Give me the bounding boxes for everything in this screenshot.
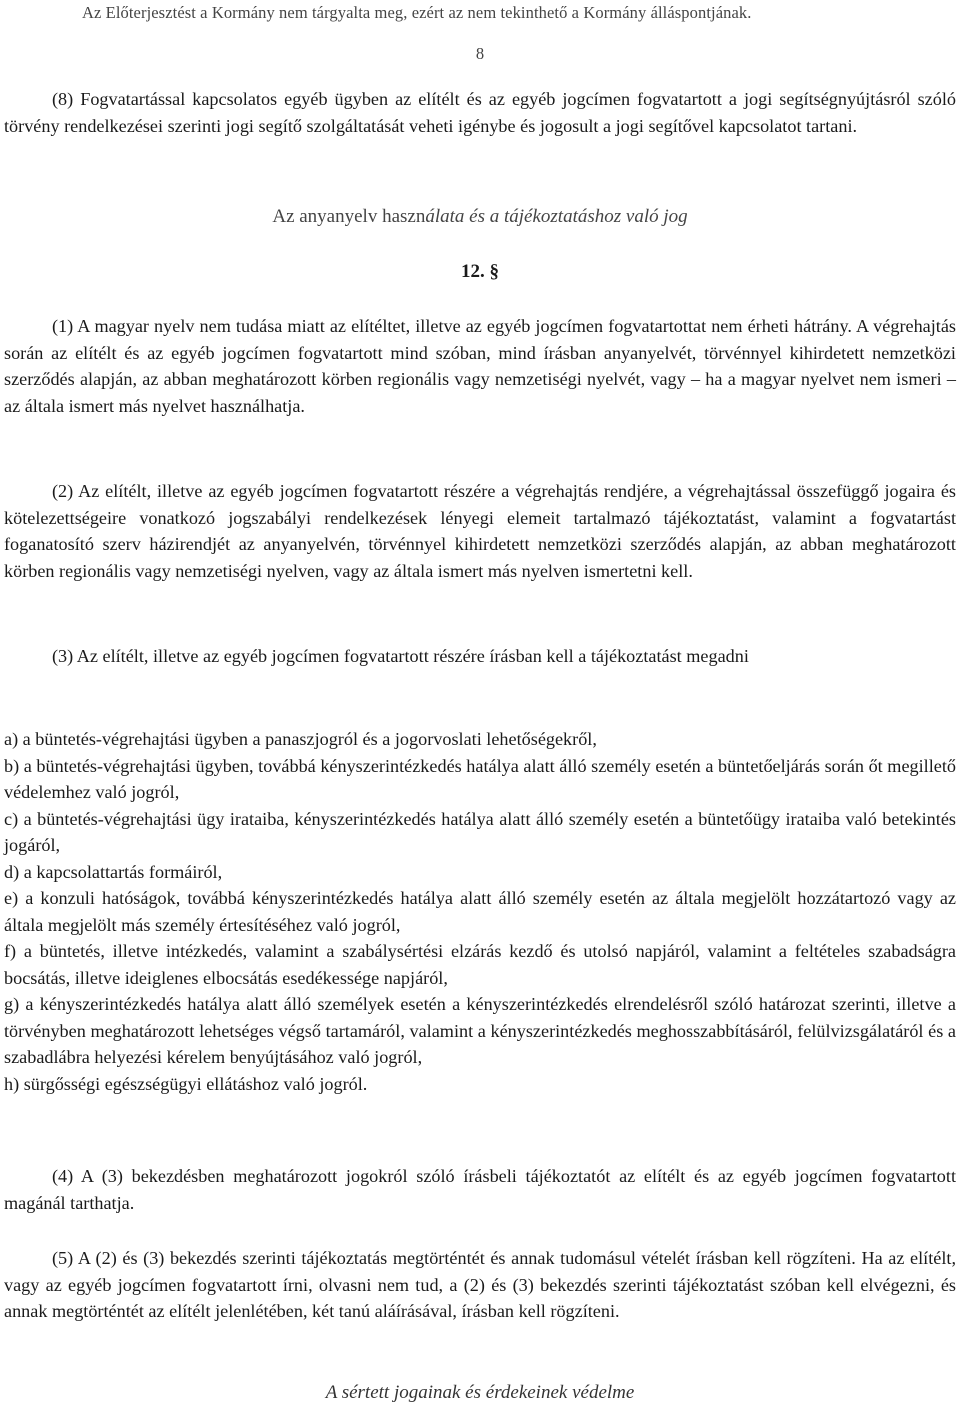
- paragraph-4-text: (4) A (3) bekezdésben meghatározott jogokról szóló írásbeli tájékoztatót az elítélt és az egyéb jogcímen fogvatartott magánál tarthatja.: [4, 1166, 956, 1213]
- footer-section-title: A sértett jogainak és érdekeinek védelme: [325, 1382, 635, 1403]
- paragraph-3-intro: [4, 643, 956, 670]
- paragraph-1-text: (1) A magyar nyelv nem tudása miatt az elítéltet, illetve az egyéb jogcímen fogvatartottat nem érheti hátrány. A végrehajtás során az elítélt és az egyéb jogcímen fogvatartott mind szóban, mind írásban anyanyelvét, törvénnyel kihirdetett nemzetközi szerződés alapján, az abban meghatározott körben regionális vagy nemzetiségi nyelvét, vagy – ha a magyar nyelvet nem ismeri – az általa ismert más nyelvet használhatja.: [4, 316, 956, 416]
- list-item: a) a büntetés-végrehajtási ügyben a panaszjogról és a jogorvoslati lehetőségekről,: [4, 729, 597, 749]
- paragraph-5-text: (5) A (2) és (3) bekezdés szerinti tájékoztatás megtörténtét és annak tudomásul vételét írásban kell rögzíteni. Ha az elítélt, vagy az egyéb jogcímen fogvatartott írni, olvasni nem tud, a (2) és (3) bekezdés szerinti tájékoztatást szóban kell elvégezni, és annak megtörténtét az elítélt jelenlétében, két tanú aláírásával, írásban kell rögzíteni.: [4, 1248, 956, 1321]
- list-item: c) a büntetés-végrehajtási ügy irataiba, kényszerintézkedés hatálya alatt álló személy esetén a büntetőügy irataiba való betekintés jogáról,: [4, 808, 956, 855]
- list-item: h) sürgősségi egészségügyi ellátáshoz való jogról.: [4, 1073, 368, 1094]
- paragraph-8-text: (8) Fogvatartással kapcsolatos egyéb ügyben az elítélt és az egyéb jogcímen fogvatartott a jogi segítségnyújtásról szóló törvény rendelkezései szerinti jogi segítő szolgáltatását veheti igénybe és jogosult a jogi segítővel kapcsolatot tartani.: [4, 89, 956, 136]
- list-item: b) a büntetés-végrehajtási ügyben, továbbá kényszerintézkedés hatálya alatt álló személy esetén a büntetőeljárás során őt megillető védelemhez való jogról,: [4, 755, 956, 802]
- list-item: f) a büntetés, illetve intézkedés, valamint a szabálysértési elzárás kezdő és utolsó napjáról, valamint a feltételes szabadságra bocsátás, illetve ideiglenes elbocsátás esedékessége napjáról,: [4, 941, 956, 988]
- header-notice: Az Előterjesztést a Kormány nem tárgyalta meg, ezért az nem tekinthető a Kormány álláspontjának.: [82, 3, 752, 22]
- section-number: 12. §: [461, 261, 499, 282]
- document-page: [4, 0, 956, 1410]
- list-item: d) a kapcsolattartás formáiról,: [4, 861, 223, 882]
- list-item: g) a kényszerintézkedés hatálya alatt álló személyek esetén a kényszerintézkedés elrendelésről szóló határozat szerinti, illetve a törvényben meghatározott lehetséges végső tartamáról, valamint a kényszerintézkedés meghosszabbításáról, felülvizsgálatáról és a szabadlábra helyezési kérelem benyújtásához való jogról,: [4, 994, 956, 1067]
- paragraph-4: [4, 1163, 956, 1216]
- paragraph-3-intro-text: (3) Az elítélt, illetve az egyéb jogcímen fogvatartott részére írásban kell a tájékoztatást megadni: [52, 646, 749, 666]
- section-title-italic: álata és a tájékoztatáshoz való jog: [425, 206, 688, 227]
- paragraph-2: [4, 478, 956, 584]
- paragraph-2-text: (2) Az elítélt, illetve az egyéb jogcímen fogvatartott részére a végrehajtás rendjére, a végrehajtással összefüggő jogaira és kötelezettségeire vonatkozó jogszabályi rendelkezések lényegi elemeit tartalmazó tájékoztatást, valamint a fogvatartást foganatosító szerv házirendjét az anyanyelvén, törvénnyel kihirdetett nemzetközi szerződés alapján, az abban meghatározott körben regionális vagy nemzetiségi nyelven, vagy az általa ismert más nyelven ismertetni kell.: [4, 481, 956, 581]
- paragraph-1: [4, 313, 956, 419]
- list-item: e) a konzuli hatóságok, továbbá kényszerintézkedés hatálya alatt álló személy esetén az általa megjelölt hozzátartozó vagy az általa megjelölt más személy értesítéséhez való jogról,: [4, 888, 956, 935]
- section-title-plain: Az anyanyelv haszn: [272, 206, 426, 227]
- section-title: [4, 206, 956, 228]
- paragraph-8: [4, 86, 956, 139]
- paragraph-3-list: [4, 726, 956, 1097]
- paragraph-5: [4, 1245, 956, 1325]
- page-number: 8: [475, 44, 485, 63]
